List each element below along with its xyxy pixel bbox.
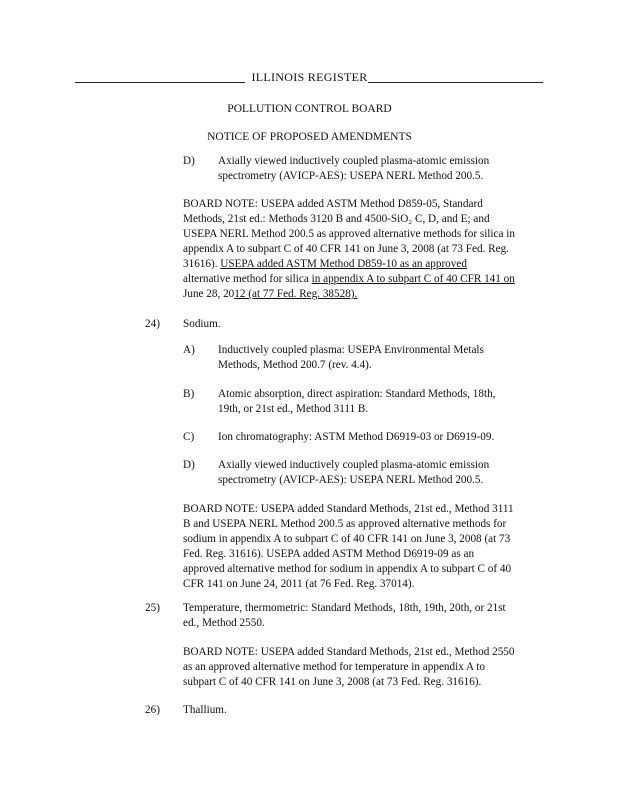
sodium-d-text [218, 458, 489, 488]
board-title: POLLUTION CONTROL BOARD [227, 103, 392, 115]
sodium-c-text [218, 430, 494, 445]
sodium-note-line-4: Fed. Reg. 31616). USEPA added ASTM Method D6919-09 as an [183, 548, 475, 560]
silica-note-line-7 [183, 287, 515, 302]
silica-d-text [218, 154, 489, 184]
sodium-a-line-1: Inductively coupled plasma: USEPA Environmental Metals [218, 344, 484, 356]
sodium-d-label: D) [183, 459, 195, 471]
sodium-a-label: A) [183, 344, 195, 356]
sodium-number: 24) [145, 318, 160, 330]
sodium-d-line-1: Axially viewed inductively coupled plasma-atomic emission [218, 459, 490, 471]
sodium-board-note [183, 502, 514, 592]
sodium-note-line-1: BOARD NOTE: USEPA added Standard Methods, 21st ed., Method 3111 [183, 503, 514, 515]
register-title: ILLINOIS REGISTER [251, 70, 368, 84]
sodium-note-line-3: sodium in appendix A to subpart C of 40 CFR 141 on June 3, 2008 (at 73 [183, 533, 511, 545]
sodium-c-label: C) [183, 431, 195, 443]
temperature-board-note [183, 645, 514, 690]
silica-note-line-5-underlined: USEPA added ASTM Method D859-10 as an approved [220, 258, 467, 270]
notice-title: NOTICE OF PROPOSED AMENDMENTS [207, 131, 412, 143]
silica-d-line-1: Axially viewed inductively coupled plasma-atomic emission [218, 155, 490, 167]
thallium-title: Thallium. [183, 704, 227, 716]
sodium-d-line-2: spectrometry (AVICP-AES): USEPA NERL Method 200.5. [218, 474, 484, 486]
temperature-text [183, 601, 506, 631]
silica-note-line-7-underlined: 12 (at 77 Fed. Reg. 38528). [234, 288, 358, 300]
sodium-note-line-2: B and USEPA NERL Method 200.5 as approved alternative methods for [183, 518, 507, 530]
sodium-b-line-2: 19th, or 21st ed., Method 3111 B. [218, 403, 369, 415]
silica-d-line-2: spectrometry (AVICP-AES): USEPA NERL Method 200.5. [218, 170, 484, 182]
temperature-note-line-3: subpart C of 40 CFR 141 on June 3, 2008 (at 73 Fed. Reg. 31616). [183, 676, 482, 688]
silica-note-line-6-underlined: in appendix A to subpart C of 40 CFR 141 on [311, 273, 515, 285]
silica-note-line-4: appendix A to subpart C of 40 CFR 141 on June 3, 2008 (at 73 Fed. Reg. [183, 243, 509, 255]
temperature-number: 25) [145, 602, 160, 614]
silica-note-line-3: USEPA NERL Method 200.5 as approved alternative methods for silica in [183, 228, 515, 240]
silica-note-line-1: BOARD NOTE: USEPA added ASTM Method D859-05, Standard [183, 198, 483, 210]
header-rule-right [368, 82, 543, 83]
sodium-note-line-5: approved alternative method for sodium in appendix A to subpart C of 40 [183, 563, 512, 575]
sodium-b-line-1: Atomic absorption, direct aspiration: Standard Methods, 18th, [218, 388, 496, 400]
silica-note-line-6-plain: alternative method for silica [183, 273, 312, 285]
silica-note-line-5-plain: 31616). [183, 258, 218, 270]
temperature-note-line-1: BOARD NOTE: USEPA added Standard Methods, 21st ed., Method 2550 [183, 646, 515, 658]
header-rule-left [75, 82, 245, 83]
silica-note-line-5 [183, 257, 515, 272]
sodium-note-line-6: CFR 141 on June 24, 2011 (at 76 Fed. Reg. 37014). [183, 578, 415, 590]
sodium-b-text [218, 387, 495, 417]
temperature-line-2: ed., Method 2550. [183, 617, 265, 629]
sodium-a-text [218, 343, 484, 373]
temperature-line-1: Temperature, thermometric: Standard Methods, 18th, 19th, 20th, or 21st [183, 602, 506, 614]
thallium-number: 26) [145, 704, 160, 716]
silica-note-line-6 [183, 272, 515, 287]
silica-d-label: D) [183, 155, 195, 167]
sodium-b-label: B) [183, 388, 195, 400]
sodium-title: Sodium. [183, 318, 221, 330]
silica-note-line-2: Methods, 21st ed.: Methods 3120 B and 4500-SiO₂ C, D, and E; and [183, 213, 490, 225]
silica-note-line-7-plain: June 28, 20 [183, 288, 235, 300]
silica-board-note [183, 197, 515, 302]
sodium-c-line-1: Ion chromatography: ASTM Method D6919-03 or D6919-09. [218, 431, 495, 443]
temperature-note-line-2: as an approved alternative method for temperature in appendix A to [183, 661, 485, 673]
sodium-a-line-2: Methods, Method 200.7 (rev. 4.4). [218, 359, 372, 371]
